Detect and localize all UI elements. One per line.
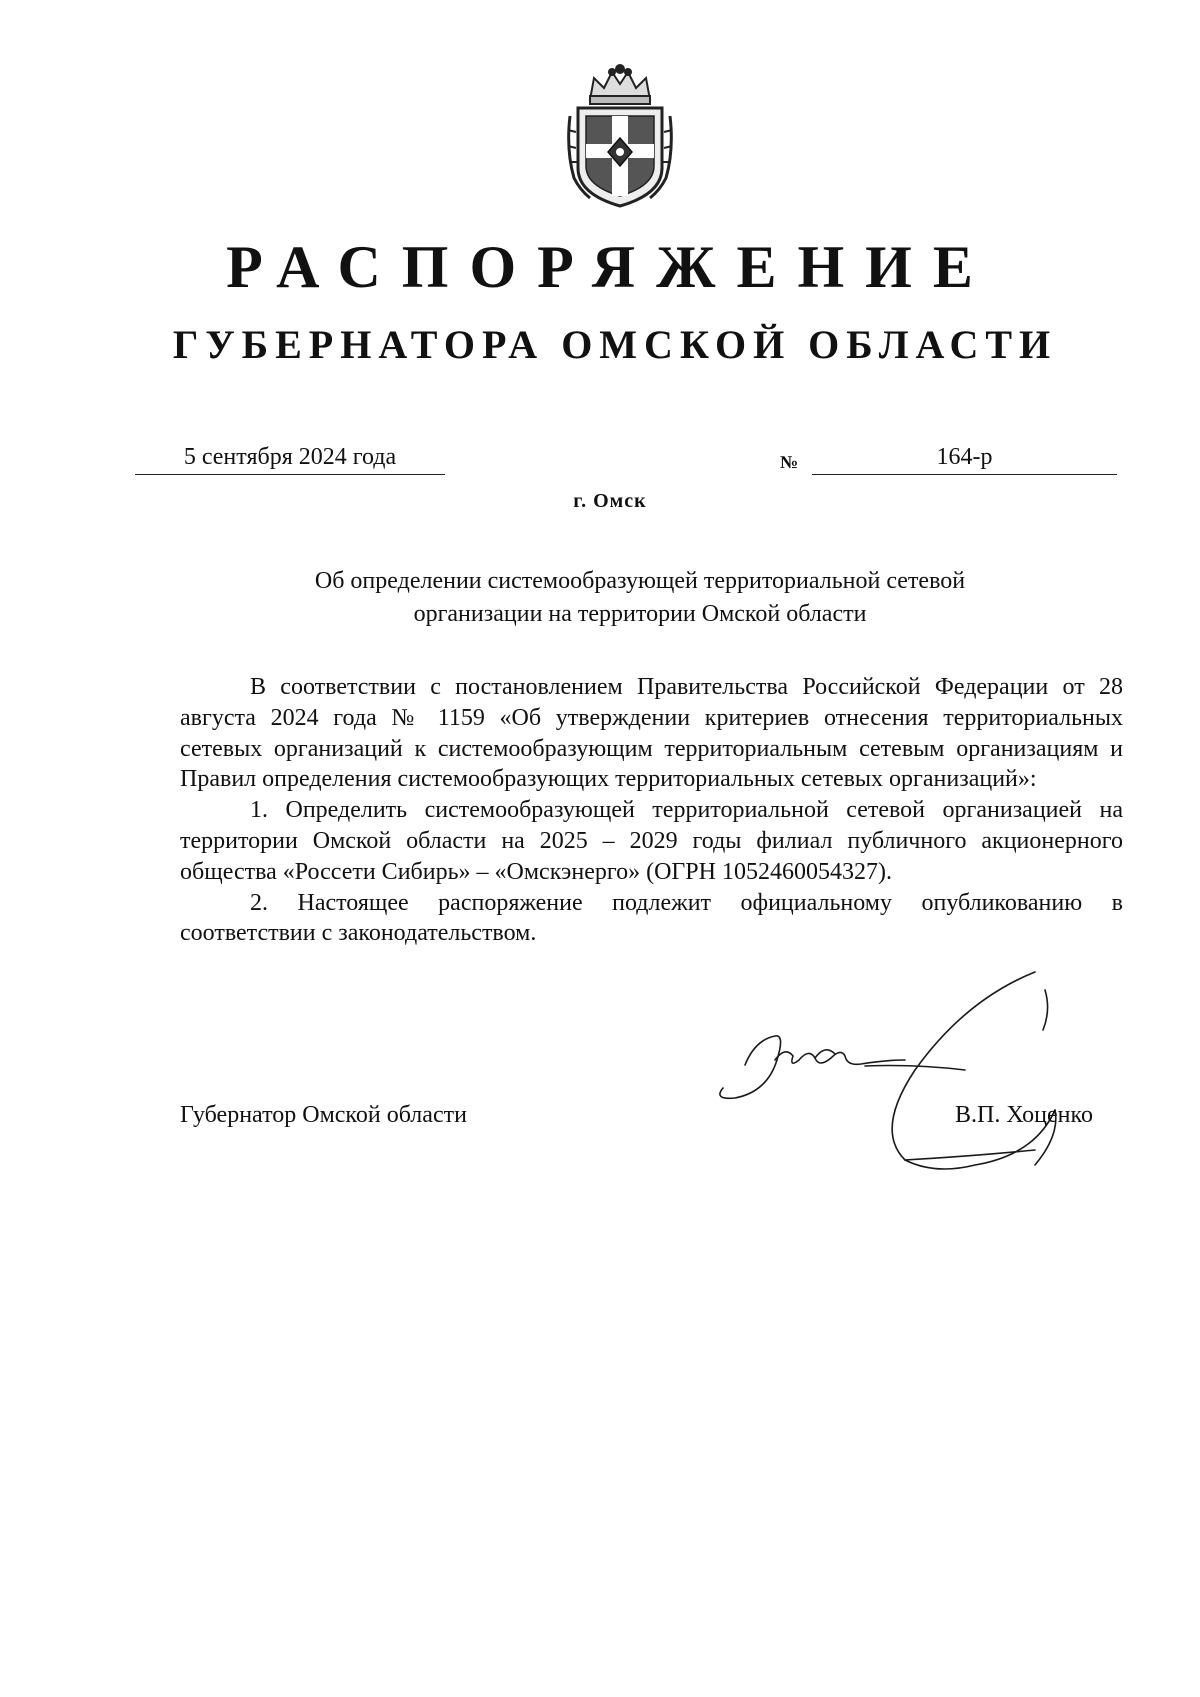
handwritten-signature [715,960,1095,1180]
document-body [180,672,1123,949]
subject-line-1: Об определении системообразующей территориальной сетевой [314,568,966,594]
signatory-role: Губернатор Омской области [180,1102,467,1128]
document-subtitle: ГУБЕРНАТОРА ОМСКОЙ ОБЛАСТИ [172,322,1058,367]
coat-of-arms-icon [560,60,680,210]
document-city: г. Омск [573,490,647,512]
document-date: 5 сентября 2024 года [135,440,445,475]
body-preamble: В соответствии с постановлением Правительства Российской Федерации от 28 августа 2024 года № 1159 «Об утверждении критериев отнесения территориальных сетевых организаций к системообразующим территориальным сетевым организациям и Правил определения системообразующих территориальных сетевых организаций»: [180,674,1123,793]
document-number: 164-р [812,440,1117,475]
subject-line-2: организации на территории Омской области [413,601,867,627]
number-sign: № [780,452,799,472]
document-title: РАСПОРЯЖЕНИЕ [226,234,994,300]
body-item-1: 1. Определить системообразующей территориальной сетевой организацией на территории Омской области на 2025 – 2029 годы филиал публичного акционерного общества «Россети Сибирь» – «Омскэнерго» (ОГРН 1052460054327). [180,797,1123,885]
signatory-name: В.П. Хоценко [955,1102,1093,1128]
document-subject [160,565,1120,631]
body-item-2: 2. Настоящее распоряжение подлежит официальному опубликованию в соответствии с законодательством. [180,889,1123,947]
